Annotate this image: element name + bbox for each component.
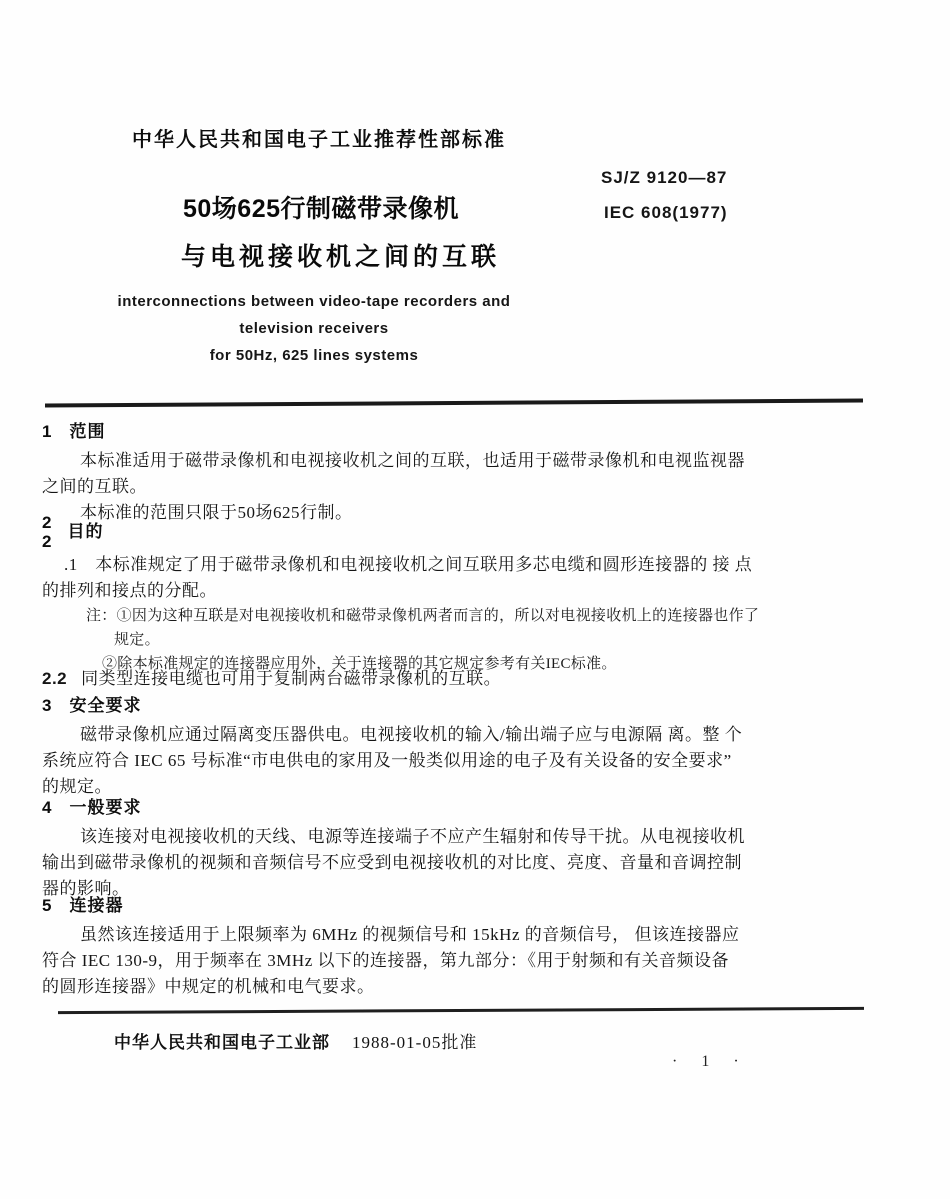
body-line: 符合 IEC 130-9，用于频率在 3MHz 以下的连接器，第九部分：《用于射频和有关音频设备 xyxy=(42,951,729,970)
section-1-number: 1 xyxy=(42,422,52,441)
body-line: 该连接对电视接收机的天线、电源等连接端子不应产生辐射和传导干扰。从电视接收机 xyxy=(80,827,745,846)
section-3 xyxy=(42,694,892,800)
clause-2-2-number: 2.2 xyxy=(42,669,68,688)
body-line: 器的影响。 xyxy=(42,879,130,898)
body-line: .1 本标准规定了用于磁带录像机和电视接收机之间互联用多芯电缆和圆形连接器的 接 点 xyxy=(64,555,753,574)
section-5 xyxy=(42,894,892,1000)
clause-2-2 xyxy=(42,666,892,692)
section-5-heading: 5 连接器 xyxy=(42,894,892,922)
body-line: 之间的互联。 xyxy=(42,477,147,496)
body-line: 本标准的范围只限于50场625行制。 xyxy=(80,503,353,522)
standard-category-title: 中华人民共和国电子工业推荐性部标准 xyxy=(132,129,506,151)
english-subtitle-line2: television receivers xyxy=(239,320,389,337)
body-line: 本标准适用于磁带录像机和电视接收机之间的互联，也适用于磁带录像机和电视监视器 xyxy=(80,451,745,470)
page-number: · 1 · xyxy=(672,1053,749,1070)
top-divider-rule xyxy=(45,399,863,408)
approval-date: 1988-01-05批准 xyxy=(352,1033,478,1052)
english-subtitle xyxy=(58,288,570,369)
iec-reference: IEC 608(1977) xyxy=(604,203,728,222)
body-line: 磁带录像机应通过隔离变压器供电。电视接收机的输入/输出端子应与电源隔 离。整 个 xyxy=(80,725,743,744)
section-1-heading: 1 范围 xyxy=(42,420,892,448)
body-line: 虽然该连接适用于上限频率为 6MHz 的视频信号和 15kHz 的音频信号， 但该连接器应 xyxy=(80,925,740,944)
english-subtitle-line3: for 50Hz, 625 lines systems xyxy=(209,347,419,364)
body-line: 的排列和接点的分配。 xyxy=(42,581,217,600)
document-title-line1: 50场625行制磁带录像机 xyxy=(183,195,460,223)
section-4-number: 4 xyxy=(42,798,52,817)
body-line: 同类型连接电缆也可用于复制两台磁带录像机的互联。 xyxy=(81,669,502,688)
section-5-number: 5 xyxy=(42,896,52,915)
section-4 xyxy=(42,796,892,902)
body-line: 的规定。 xyxy=(42,777,112,796)
section-1 xyxy=(42,420,892,526)
section-3-heading: 3 安全要求 xyxy=(42,694,892,722)
note-line: 注：①因为这种互联是对电视接收机和磁带录像机两者而言的，所以对电视接收机上的连接器也作了 xyxy=(86,608,760,624)
english-subtitle-line1: interconnections between video-tape recorders and xyxy=(117,293,511,310)
body-line: 输出到磁带录像机的视频和音频信号不应受到电视接收机的对比度、亮度、音量和音调控制 xyxy=(42,853,742,872)
section-2-number-stack: 2 2 xyxy=(42,513,52,551)
footer-approval-line xyxy=(114,1028,477,1053)
document-title-line2: 与电视接收机之间的互联 xyxy=(181,243,501,271)
bottom-divider-rule xyxy=(58,1007,864,1014)
section-3-number: 3 xyxy=(42,696,52,715)
note-line: ②除本标准规定的连接器应用外，关于连接器的其它规定参考有关IEC标准。 xyxy=(102,656,617,672)
section-2-heading: 2 2 目的 xyxy=(42,513,104,551)
issuing-body: 中华人民共和国电子工业部 xyxy=(114,1033,330,1052)
body-line: 的圆形连接器》中规定的机械和电气要求。 xyxy=(42,977,375,996)
section-2 xyxy=(42,512,892,676)
note-line: 规定。 xyxy=(114,632,160,648)
standard-number: SJ/Z 9120—87 xyxy=(601,168,728,187)
section-4-heading: 4 一般要求 xyxy=(42,796,892,824)
body-line: 系统应符合 IEC 65 号标准“市电供电的家用及一般类似用途的电子及有关设备的安全要求” xyxy=(42,751,732,770)
